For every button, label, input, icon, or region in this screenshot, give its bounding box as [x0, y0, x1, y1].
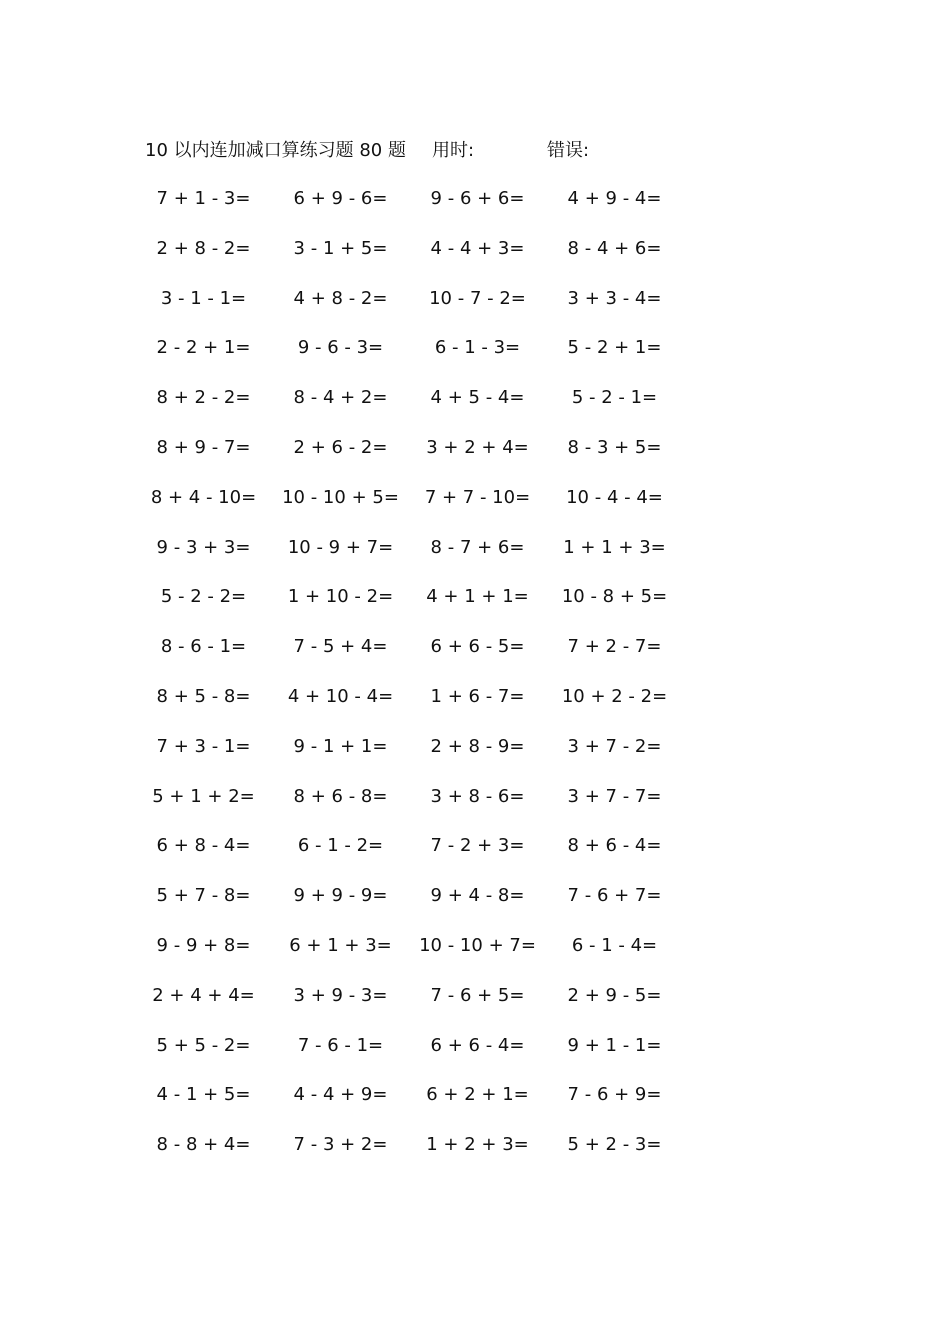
problem-row [0, 286, 950, 336]
problem-item: 8 - 6 - 1= [160, 636, 247, 658]
problem-row [0, 1033, 950, 1083]
problem-item: 3 - 1 + 5= [293, 237, 388, 259]
problem-item: 7 + 2 - 7= [567, 636, 662, 658]
problem-item: 10 - 4 - 4= [566, 486, 663, 508]
problem-item: 9 - 6 - 3= [297, 337, 384, 359]
problem-item: 4 + 8 - 2= [293, 287, 388, 309]
problem-item: 9 + 9 - 9= [293, 885, 388, 907]
problem-item: 8 - 4 + 2= [293, 387, 388, 409]
problem-row [0, 933, 950, 983]
problem-item: 5 + 5 - 2= [156, 1034, 251, 1056]
problem-item: 7 + 1 - 3= [156, 188, 251, 209]
problem-item: 2 + 8 - 9= [430, 735, 525, 757]
problem-item: 7 - 5 + 4= [293, 636, 388, 658]
problem-item: 5 - 2 + 1= [567, 337, 662, 359]
errors-label: 错误: [547, 140, 590, 161]
problem-item: 10 - 9 + 7= [287, 536, 394, 558]
problem-item: 9 + 4 - 8= [430, 885, 525, 907]
problem-item: 8 + 6 - 4= [567, 835, 662, 857]
problem-item: 6 - 1 - 3= [434, 337, 521, 359]
problem-grid [0, 186, 950, 1182]
problem-row [0, 1082, 950, 1132]
problem-item: 8 + 9 - 7= [156, 436, 251, 458]
problem-item: 8 + 4 - 10= [150, 486, 257, 508]
time-label: 用时: [432, 140, 475, 161]
problem-row [0, 883, 950, 933]
problem-item: 10 + 2 - 2= [561, 685, 668, 707]
problem-item: 8 - 3 + 5= [567, 436, 662, 458]
problem-row [0, 335, 950, 385]
problem-row [0, 485, 950, 535]
problem-item: 8 + 5 - 8= [156, 685, 251, 707]
problem-row [0, 833, 950, 883]
problem-item: 2 + 6 - 2= [293, 436, 388, 458]
problem-row [0, 535, 950, 585]
problem-row [0, 1132, 950, 1182]
problem-item: 7 - 6 + 5= [430, 984, 525, 1006]
problem-item: 7 - 3 + 2= [293, 1134, 388, 1156]
problem-item: 6 + 6 - 4= [430, 1034, 525, 1056]
problem-row [0, 236, 950, 286]
problem-row [0, 435, 950, 485]
problem-row [0, 784, 950, 834]
problem-row [0, 186, 950, 236]
problem-item: 6 + 1 + 3= [289, 934, 392, 956]
problem-item: 6 + 8 - 4= [156, 835, 251, 857]
problem-item: 1 + 1 + 3= [563, 536, 666, 558]
problem-item: 9 - 6 + 6= [430, 188, 525, 209]
problem-item: 2 + 8 - 2= [156, 237, 251, 259]
problem-item: 5 - 2 - 2= [160, 586, 247, 608]
problem-item: 4 - 1 + 5= [156, 1084, 251, 1106]
problem-item: 9 - 1 + 1= [293, 735, 388, 757]
problem-item: 9 - 9 + 8= [156, 934, 251, 956]
problem-item: 8 - 7 + 6= [430, 536, 525, 558]
problem-item: 2 + 9 - 5= [567, 984, 662, 1006]
problem-item: 3 + 3 - 4= [567, 287, 662, 309]
problem-item: 1 + 6 - 7= [430, 685, 525, 707]
problem-row [0, 634, 950, 684]
problem-item: 9 - 3 + 3= [156, 536, 251, 558]
problem-item: 3 + 7 - 7= [567, 785, 662, 807]
problem-item: 1 + 10 - 2= [287, 586, 394, 608]
problem-item: 7 + 7 - 10= [424, 486, 531, 508]
problem-item: 10 - 10 + 7= [419, 934, 536, 956]
problem-item: 3 + 2 + 4= [426, 436, 529, 458]
problem-item: 10 - 10 + 5= [282, 486, 399, 508]
problem-item: 4 + 9 - 4= [567, 188, 662, 209]
problem-item: 4 - 4 + 9= [293, 1084, 388, 1106]
problem-item: 6 + 6 - 5= [430, 636, 525, 658]
problem-item: 6 + 2 + 1= [426, 1084, 529, 1106]
problem-item: 7 + 3 - 1= [156, 735, 251, 757]
problem-item: 7 - 2 + 3= [430, 835, 525, 857]
problem-item: 8 - 8 + 4= [156, 1134, 251, 1156]
problem-item: 7 - 6 + 9= [567, 1084, 662, 1106]
problem-row [0, 734, 950, 784]
problem-item: 8 - 4 + 6= [567, 237, 662, 259]
problem-item: 6 + 9 - 6= [293, 188, 388, 209]
problem-item: 7 - 6 - 1= [297, 1034, 384, 1056]
problem-item: 10 - 8 + 5= [561, 586, 668, 608]
problem-item: 3 + 7 - 2= [567, 735, 662, 757]
problem-item: 2 - 2 + 1= [156, 337, 251, 359]
problem-item: 6 - 1 - 2= [297, 835, 384, 857]
problem-item: 5 + 2 - 3= [567, 1134, 662, 1156]
problem-item: 7 - 6 + 7= [567, 885, 662, 907]
problem-item: 5 - 2 - 1= [571, 387, 658, 409]
problem-row [0, 385, 950, 435]
problem-item: 4 + 5 - 4= [430, 387, 525, 409]
problem-item: 10 - 7 - 2= [429, 287, 526, 309]
worksheet-header [145, 138, 745, 164]
problem-row [0, 983, 950, 1033]
problem-row [0, 584, 950, 634]
problem-item: 5 + 1 + 2= [152, 785, 255, 807]
problem-item: 8 + 6 - 8= [293, 785, 388, 807]
problem-item: 3 + 9 - 3= [293, 984, 388, 1006]
problem-item: 3 - 1 - 1= [160, 287, 247, 309]
problem-item: 6 - 1 - 4= [571, 934, 658, 956]
problem-item: 4 + 10 - 4= [287, 685, 394, 707]
problem-item: 1 + 2 + 3= [426, 1134, 529, 1156]
problem-item: 3 + 8 - 6= [430, 785, 525, 807]
worksheet-title: 10 以内连加减口算练习题 80 题 [145, 140, 406, 161]
problem-item: 2 + 4 + 4= [152, 984, 255, 1006]
problem-item: 5 + 7 - 8= [156, 885, 251, 907]
problem-item: 4 - 4 + 3= [430, 237, 525, 259]
problem-item: 9 + 1 - 1= [567, 1034, 662, 1056]
problem-item: 8 + 2 - 2= [156, 387, 251, 409]
problem-row [0, 684, 950, 734]
problem-item: 4 + 1 + 1= [426, 586, 529, 608]
